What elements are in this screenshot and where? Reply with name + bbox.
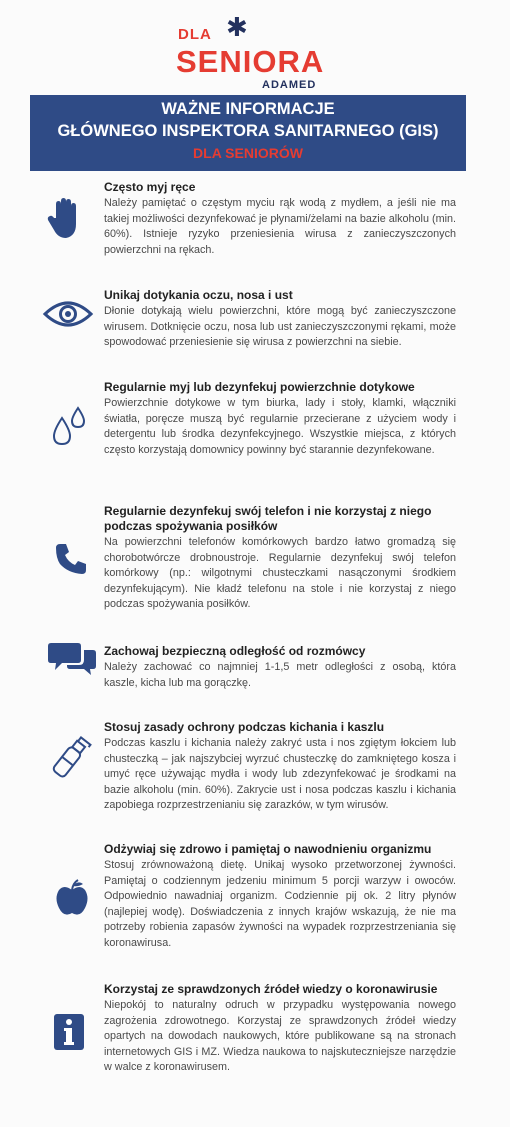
info-item-avoid-touching-face [104, 288, 456, 351]
item-body: Na powierzchni telefonów komórkowych bardzo łatwo gromadzą się chorobotwórcze drobnoustroje. Regularnie dezynfekuj swój telefon komórkowy (np.: wilgotnymi chusteczkami nasączonymi środkiem dezynfekującym). Nie kładź telefonu na stole i nie korzystaj z niego podczas spożywania posiłków. [104, 536, 456, 611]
info-item-healthy-diet [104, 842, 456, 952]
info-item-keep-distance [104, 644, 456, 691]
item-title: Regularnie dezynfekuj swój telefon i nie korzystaj z niego podczas spożywania posiłków [104, 504, 432, 533]
banner-line1: WAŻNE INFORMACJE [161, 100, 335, 118]
item-title: Regularnie myj lub dezynfekuj powierzchnie dotykowe [104, 380, 415, 394]
item-body: Niepokój to naturalny odruch w przypadku występowania nowego zagrożenia zdrowotnego. Korzystaj ze sprawdzonych źródeł wiedzy opartych na dowodach naukowych, które publikowane są na stronach internetowych GIS i MZ. Wiedza naukowa to najskuteczniejsze narzędzie w walce z koronawirusem. [104, 999, 456, 1074]
logo-dla: DLA [178, 26, 212, 43]
apple-icon [54, 878, 90, 918]
logo-seniora: SENIORA [176, 44, 325, 79]
item-title: Stosuj zasady ochrony podczas kichania i kaszlu [104, 720, 385, 734]
item-title: Unikaj dotykania oczu, nosa i ust [104, 288, 293, 302]
banner-line3: DLA SENIORÓW [193, 145, 303, 161]
droplets-icon [50, 404, 90, 448]
speech-bubbles-icon [48, 640, 96, 678]
seniora-logo [160, 14, 360, 90]
phone-icon [54, 542, 88, 576]
info-icon [54, 1014, 84, 1050]
info-item-disinfect-phone [104, 504, 456, 613]
banner-line2: GŁÓWNEGO INSPEKTORA SANITARNEGO (GIS) [57, 122, 439, 140]
info-item-sneeze-cough [104, 720, 456, 814]
item-title: Korzystaj ze sprawdzonych źródeł wiedzy o koronawirusie [104, 982, 438, 996]
item-title: Zachowaj bezpieczną odległość od rozmówcy [104, 644, 366, 658]
item-body: Powierzchnie dotykowe w tym biurka, lady i stoły, klamki, włączniki światła, poręcze muszą być regularnie przecierane z użyciem wody i detergentu lub środka dezynfekcyjnego. Wszystkie miejsca, z których często korzystają domownicy powinny być starannie dezynfekowane. [104, 397, 456, 456]
logo-adamed: ADAMED [262, 79, 317, 91]
eye-icon [42, 298, 94, 330]
item-body: Dłonie dotykają wielu powierzchni, które mogą być zanieczyszczone wirusem. Dotknięcie oczu, nosa lub ust zanieczyszczonymi rękami, może spowodować przeniesienie się wirusa z powierzchni na siebie. [104, 305, 456, 349]
item-body: Należy pamiętać o częstym myciu rąk wodą z mydłem, a jeśli nie ma takiej możliwości dezynfekować je płynami/żelami na bazie alkoholu (min. 60%). Istnieje ryzyko przeniesienia wirusa z zanieczyszczonych powierzchni na rękach. [104, 197, 456, 256]
item-body: Stosuj zrównoważoną dietę. Unikaj wysoko przetworzonej żywności. Pamiętaj o codziennym jedzeniu minimum 5 porcji warzyw i owoców. Odpowiednio nawadniaj organizm. Codziennie pij ok. 2 litry płynów (najlepiej wodę). Doświadczenia z innych krajów wskazują, że nie ma potrzeby robienia zapasów żywności na wypadek rozprzestrzeniania się koronawirusa. [104, 859, 456, 949]
snowflake-star-icon: ✱ [226, 12, 248, 42]
hand-icon [46, 196, 86, 240]
item-title: Odżywiaj się zdrowo i pamiętaj o nawodnieniu organizmu [104, 842, 432, 856]
item-body: Należy zachować co najmniej 1-1,5 metr odległości z osobą, która kaszle, kicha lub ma gorączkę. [104, 661, 456, 689]
item-body: Podczas kaszlu i kichania należy zakryć usta i nos zgiętym łokciem lub chusteczką – jak najszybciej wyrzuć chusteczkę do zamkniętego kosza i umyć ręce używając mydła i wody lub zdezynfekować je środkami na bazie alkoholu (min. 60%). Zakrycie ust i nosa podczas kaszlu i kichania zapobiega rozprzestrzenianiu się zarazków, w tym wirusów. [104, 737, 456, 812]
info-item-wash-hands [104, 180, 456, 258]
info-item-trusted-sources [104, 982, 456, 1076]
spray-bottle-icon [48, 732, 92, 784]
item-title: Często myj ręce [104, 180, 196, 194]
header-banner [30, 95, 466, 171]
info-item-disinfect-surfaces [104, 380, 456, 458]
